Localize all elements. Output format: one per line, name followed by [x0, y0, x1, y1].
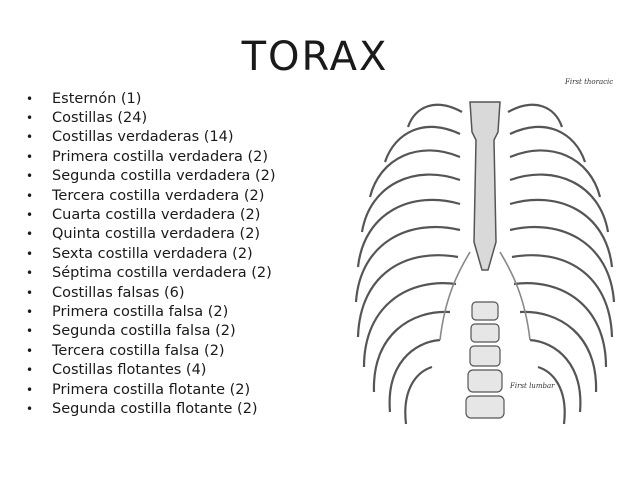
list-item-label: Primera costilla verdadera (2): [52, 148, 269, 165]
spine-icon: [466, 302, 504, 418]
list-item: [26, 399, 276, 418]
list-item: [26, 225, 276, 244]
bullet-icon: •: [26, 401, 34, 416]
list-item: [26, 89, 276, 108]
list-item: [26, 147, 276, 166]
list-item: [26, 186, 276, 205]
list-item: [26, 302, 276, 321]
list-item: [26, 322, 276, 341]
bullet-icon: •: [26, 382, 34, 397]
list-item-label: Primera costilla falsa (2): [52, 303, 229, 320]
first-lumbar-label: First lumbar: [510, 382, 555, 390]
list-item-label: Segunda costilla flotante (2): [52, 400, 258, 417]
bullet-icon: •: [26, 188, 34, 203]
list-item: [26, 283, 276, 302]
list-item-label: Cuarta costilla verdadera (2): [52, 207, 261, 224]
list-item-label: Costillas (24): [52, 110, 148, 127]
bullet-icon: •: [26, 208, 34, 223]
list-item-label: Segunda costilla falsa (2): [52, 323, 236, 340]
bullet-icon: •: [26, 343, 34, 358]
list-item-label: Costillas verdaderas (14): [52, 129, 234, 146]
rib-cage-illustration: [340, 72, 630, 472]
list-item-label: Quinta costilla verdadera (2): [52, 226, 261, 243]
bullet-icon: •: [26, 246, 34, 261]
slide-title: TORAX: [241, 34, 389, 80]
first-thoracic-label: First thoracic: [565, 78, 614, 86]
bullet-icon: •: [26, 227, 34, 242]
ribs-left: [356, 105, 462, 424]
bullet-icon: •: [26, 266, 34, 281]
bullet-icon: •: [26, 149, 34, 164]
list-item-label: Primera costilla flotante (2): [52, 381, 251, 398]
sternum-icon: [470, 102, 500, 270]
bullet-icon: •: [26, 111, 34, 126]
list-item-label: Segunda costilla verdadera (2): [52, 168, 276, 185]
ribs-right: [508, 105, 614, 424]
list-item: [26, 244, 276, 263]
bullet-icon: •: [26, 285, 34, 300]
list-item-label: Costillas falsas (6): [52, 284, 185, 301]
bullet-icon: •: [26, 91, 34, 106]
list-item: [26, 264, 276, 283]
bone-list: [26, 89, 276, 419]
bullet-icon: •: [26, 363, 34, 378]
bullet-icon: •: [26, 130, 34, 145]
list-item: [26, 108, 276, 127]
list-item: [26, 360, 276, 379]
list-item-label: Tercera costilla falsa (2): [52, 342, 225, 359]
list-item: [26, 205, 276, 224]
bullet-icon: •: [26, 324, 34, 339]
list-item-label: Costillas flotantes (4): [52, 362, 207, 379]
bullet-icon: •: [26, 169, 34, 184]
list-item-label: Sexta costilla verdadera (2): [52, 245, 253, 262]
list-item: [26, 128, 276, 147]
list-item-label: Tercera costilla verdadera (2): [52, 187, 265, 204]
bullet-icon: •: [26, 304, 34, 319]
list-item: [26, 341, 276, 360]
list-item: [26, 167, 276, 186]
list-item-label: Séptima costilla verdadera (2): [52, 265, 272, 282]
list-item-label: Esternón (1): [52, 90, 142, 107]
list-item: [26, 380, 276, 399]
